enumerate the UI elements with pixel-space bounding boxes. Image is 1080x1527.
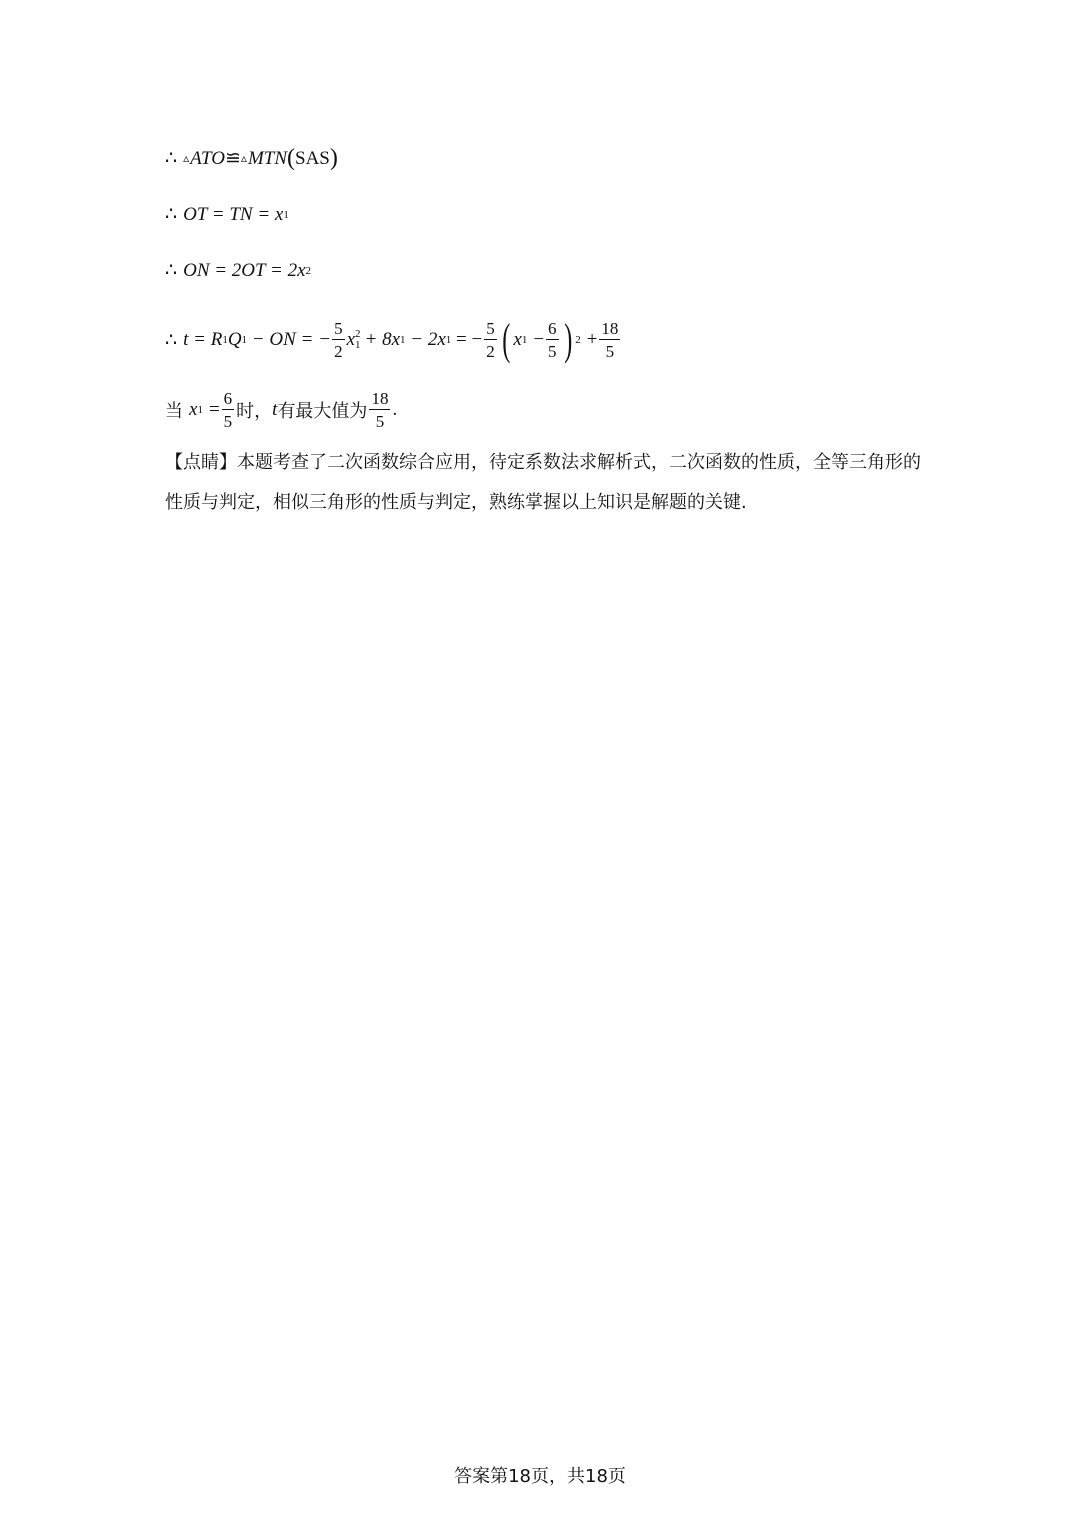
therefore-symbol: ∴ <box>165 148 178 169</box>
square-exponent: 2 <box>575 334 581 346</box>
step-max-value <box>165 390 397 430</box>
subscript: 1 <box>197 404 203 416</box>
step-on-equals <box>165 259 311 282</box>
fraction-18-5: $\frac{18}{5}$ <box>371 389 389 431</box>
minus-2x: − 2x <box>405 329 446 350</box>
period: . <box>392 399 398 420</box>
step-congruence: ∴ ▵ ATO ≌ ▵ MTN ( SAS ) <box>165 145 338 171</box>
step-ot-equals-tn <box>165 203 289 226</box>
fraction-5-2: $\frac{5}{2}$ <box>334 319 343 361</box>
minus-sign: − <box>319 329 331 350</box>
triangle-mtn: MTN <box>247 147 288 169</box>
max-value-text: 有最大值为 <box>277 401 368 422</box>
fraction-5-2: $\frac{5}{2}$ <box>486 319 495 361</box>
page-footer: 答案第18页，共18页 <box>454 1466 626 1487</box>
x-var: x <box>346 329 355 350</box>
t-var: t <box>272 399 278 420</box>
plus-sign: + <box>586 329 598 350</box>
x-var: x <box>189 399 198 420</box>
subscript: 1 <box>355 339 361 351</box>
t-equals-r: t = R <box>183 329 223 350</box>
minus-on: − ON = <box>247 329 314 350</box>
q-var: Q <box>227 329 242 350</box>
subscript: 2 <box>305 264 312 277</box>
equals-minus: = − <box>451 329 483 350</box>
triangle-symbol: ▵ <box>183 151 190 165</box>
x-var: x <box>513 329 522 350</box>
sas-label: SAS <box>295 147 330 169</box>
when-text: 当 <box>165 401 183 422</box>
comment-label: 【点睛】 <box>165 452 237 473</box>
plus-8x: + 8x <box>364 329 401 350</box>
subscript: 1 <box>445 334 452 346</box>
congruent-symbol: ≌ <box>224 148 241 169</box>
superscript: 2 <box>355 328 361 340</box>
shi-text: 时， <box>236 401 273 422</box>
triangle-symbol: ▵ <box>240 151 247 165</box>
comment-paragraph <box>165 443 925 523</box>
fraction-18-5: $\frac{18}{5}$ <box>601 319 619 361</box>
subscript: 1 <box>283 208 289 221</box>
therefore-symbol: ∴ <box>165 204 178 225</box>
equals-sign: = <box>208 399 220 420</box>
subscript: 1 <box>241 334 248 346</box>
subscript: 1 <box>521 334 528 346</box>
triangle-ato: ATO <box>190 147 225 169</box>
subscript: 1 <box>222 334 228 346</box>
subscript: 1 <box>400 334 406 346</box>
therefore-symbol: ∴ <box>165 260 178 281</box>
minus-sign: − <box>533 329 545 350</box>
step-t-expression: ∴ t = R 1 Q 1 − ON = − $\frac{5}{2}$ x 2 1 + 8x 1 − 2x 1 = − $\frac{5}{2}$ ( x 1 − $\frac{6}{5}$ ) 2 + $\frac{18}{5}$ <box>165 315 619 364</box>
equation-text: OT = TN = x <box>183 203 284 225</box>
fraction-6-5: $\frac{6}{5}$ <box>548 319 557 361</box>
therefore-symbol: ∴ <box>165 329 178 351</box>
comment-text: 本题考查了二次函数综合应用，待定系数法求解析式，二次函数的性质，全等三角形的性质与判定，相似三角形的性质与判定，熟练掌握以上知识是解题的关键. <box>165 452 921 513</box>
fraction-6-5: $\frac{6}{5}$ <box>223 389 233 431</box>
equation-text: ON = 2OT = 2x <box>183 259 306 281</box>
